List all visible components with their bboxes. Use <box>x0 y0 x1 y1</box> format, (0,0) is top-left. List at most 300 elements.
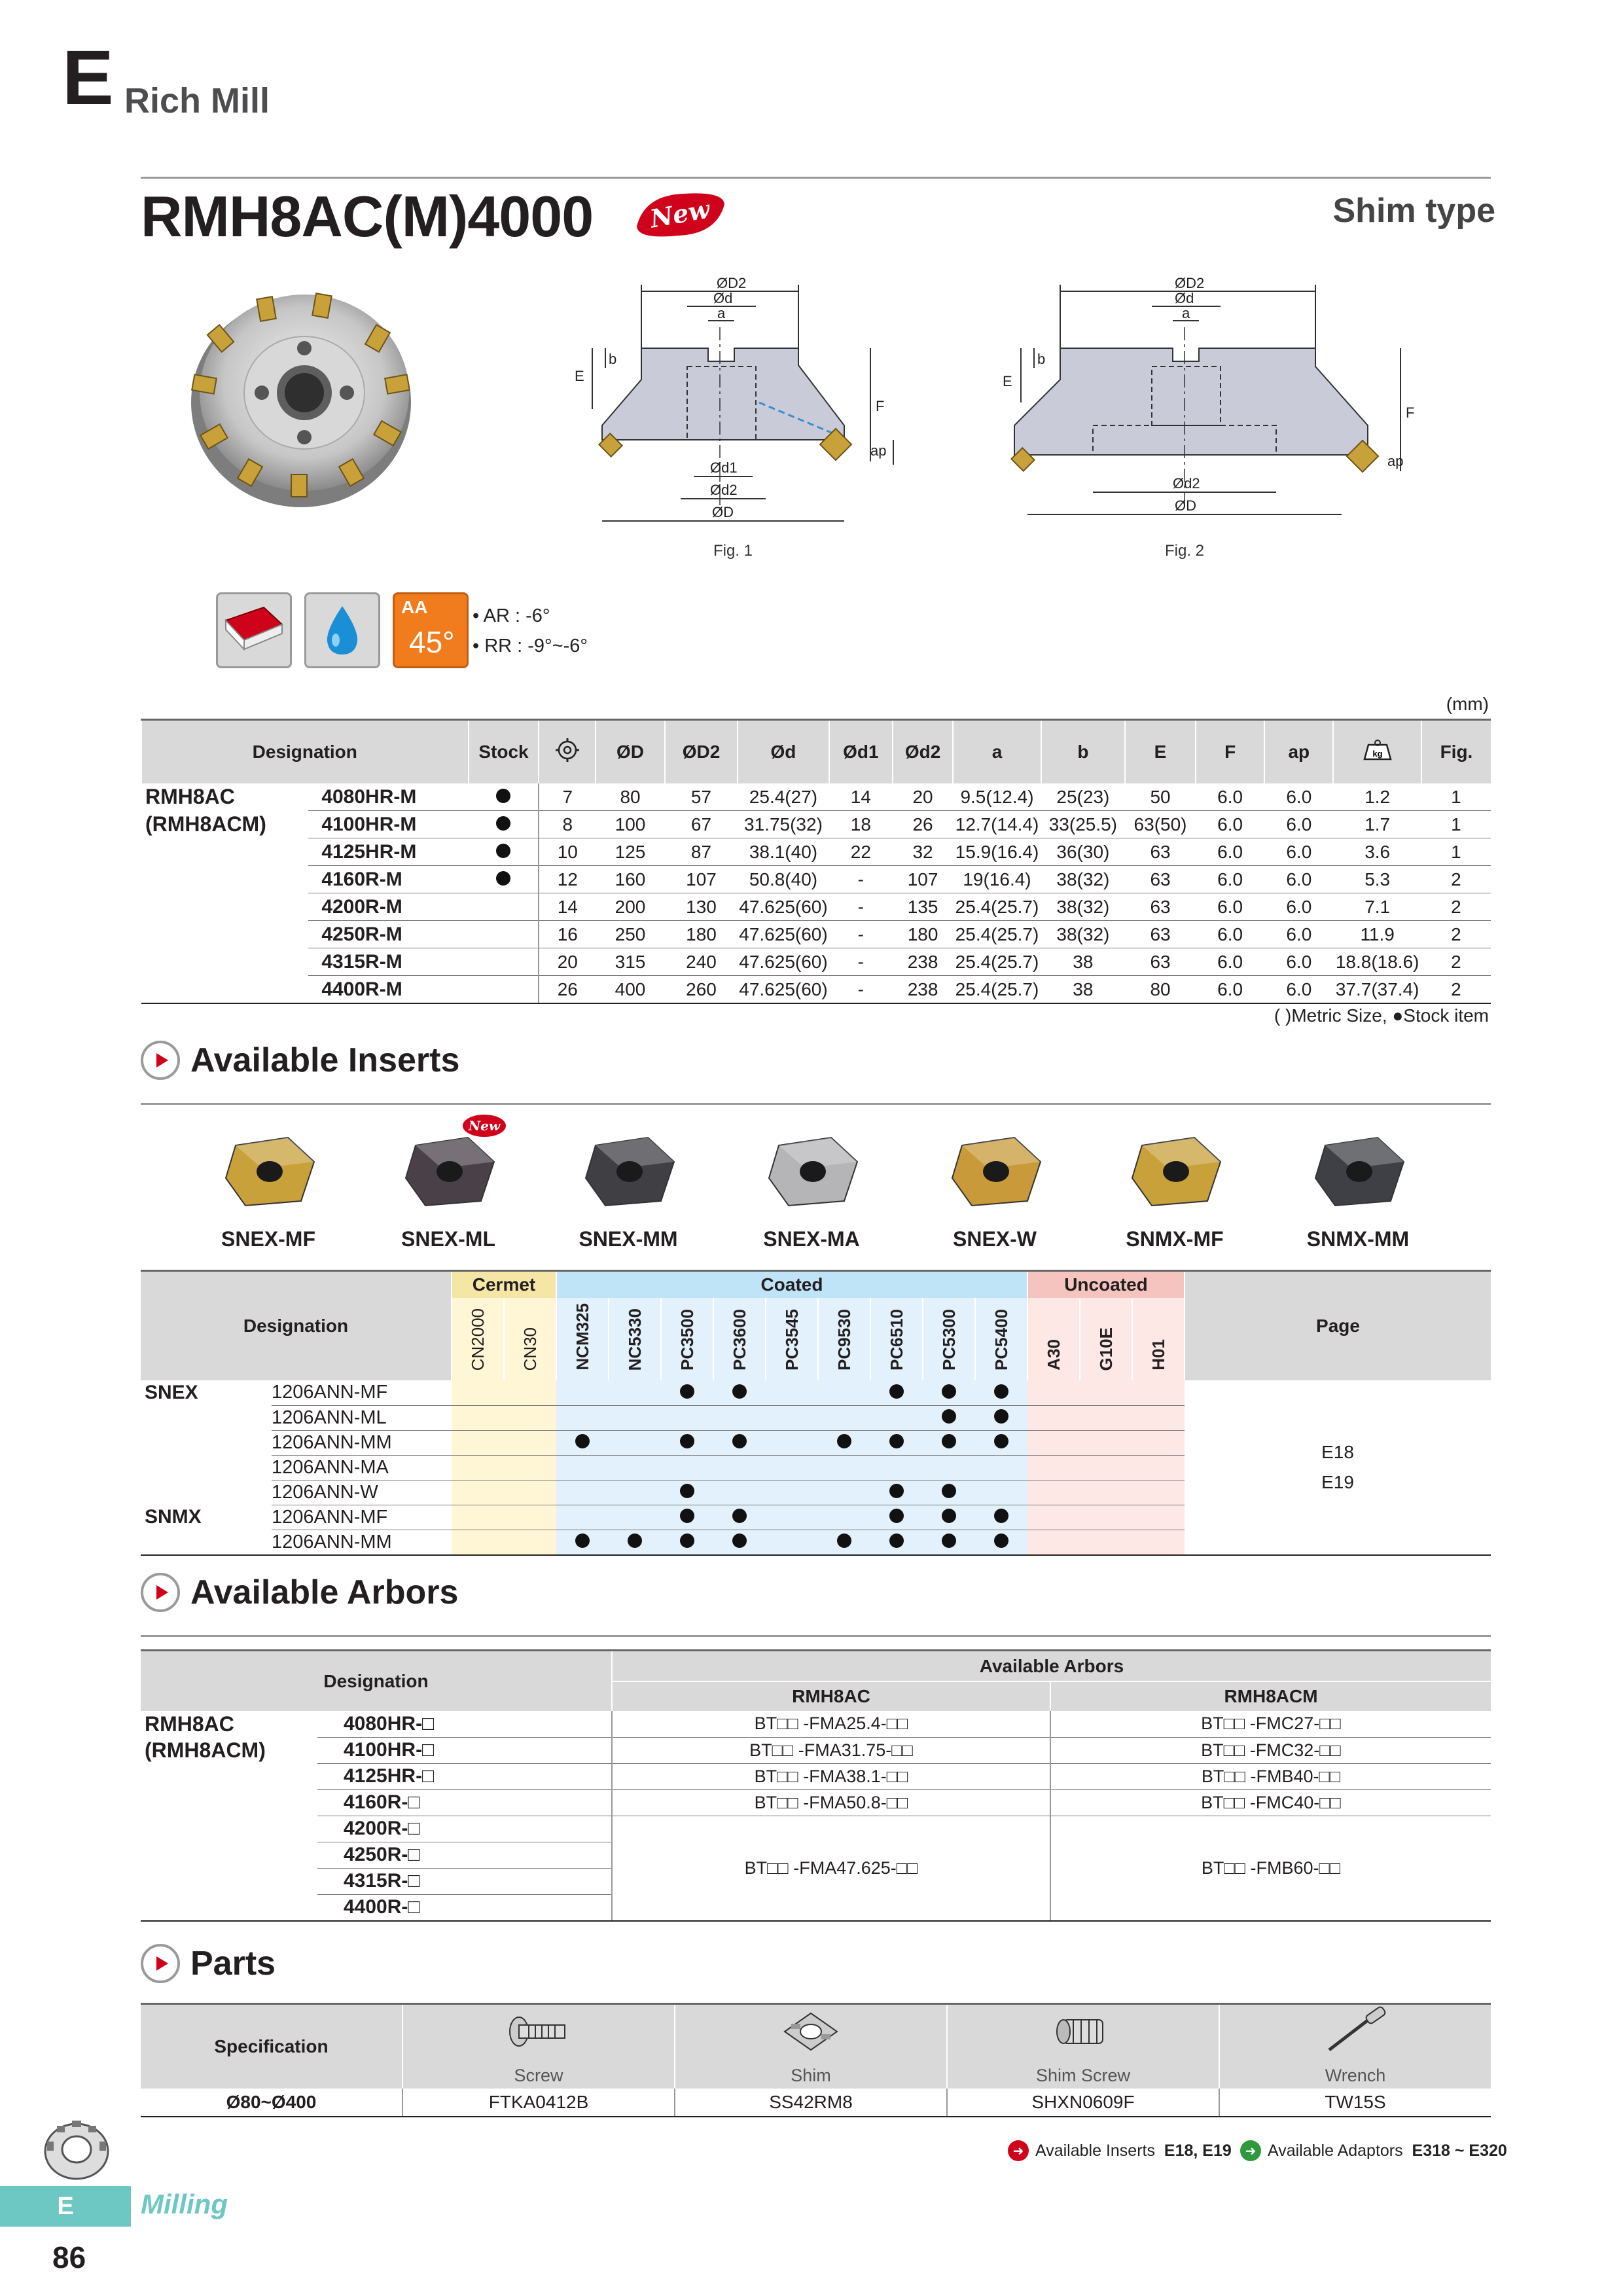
mark-cell <box>1080 1405 1132 1430</box>
part-image-screw <box>402 2004 675 2063</box>
insert-snex-mf <box>203 1126 334 1251</box>
cell-z: 7 <box>539 783 596 811</box>
mark-cell <box>609 1430 661 1455</box>
cell-dd2: 20 <box>893 783 953 811</box>
cell-kg: 11.9 <box>1333 921 1421 948</box>
cell-D: 200 <box>596 893 665 921</box>
grade-label: G10E <box>1096 1327 1116 1371</box>
svg-text:New: New <box>468 1118 501 1134</box>
cell-F: 6.0 <box>1196 866 1264 893</box>
cell-b: 36(30) <box>1041 838 1125 866</box>
insert-image <box>929 1126 1060 1217</box>
table-row <box>141 838 1491 866</box>
mark-dot <box>889 1509 904 1523</box>
mark-dot <box>994 1409 1008 1424</box>
col-fig: Fig. <box>1421 720 1491 784</box>
code-cell: 1206ANN-MF <box>272 1380 452 1405</box>
mark-cell <box>975 1405 1027 1430</box>
mark-cell <box>661 1380 713 1405</box>
mark-cell <box>975 1380 1027 1405</box>
table-row <box>141 1816 1491 1842</box>
mark-cell <box>1132 1480 1185 1505</box>
available-arbors-header: Available Arbors <box>612 1651 1491 1682</box>
cell-z: 14 <box>539 893 596 921</box>
arbor-acm-cell: BT□□ -FMC27-□□ <box>1050 1711 1491 1737</box>
mark-cell <box>1132 1530 1185 1555</box>
cell-F: 6.0 <box>1196 811 1264 838</box>
cell-D2: 67 <box>665 811 738 838</box>
insert-label: SNEX-W <box>953 1227 1037 1251</box>
cell-F: 6.0 <box>1196 976 1264 1004</box>
mark-cell <box>818 1505 870 1530</box>
cell-E: 63 <box>1125 893 1196 921</box>
fig1-label-D: ØD <box>712 504 734 520</box>
coolant-drop-icon <box>304 592 380 668</box>
mark-dot <box>680 1509 694 1523</box>
inserts-grade-table <box>141 1270 1491 1556</box>
cell-a: 19(16.4) <box>953 866 1041 893</box>
fig1-label-a: a <box>717 305 726 321</box>
mark-cell <box>556 1430 609 1455</box>
group-cell <box>141 893 308 921</box>
cell-E: 80 <box>1125 976 1196 1004</box>
cell-a: 25.4(25.7) <box>953 893 1041 921</box>
family-cell <box>141 1430 272 1455</box>
mark-cell <box>713 1455 766 1480</box>
cell-b: 38(32) <box>1041 921 1125 948</box>
cell-E: 63 <box>1125 838 1196 866</box>
mark-cell <box>818 1455 870 1480</box>
footer-section-letter: E <box>57 2193 74 2220</box>
group-cell <box>141 866 308 893</box>
grade-pc6510 <box>870 1298 923 1380</box>
cell-stock <box>469 838 539 866</box>
cell-fig: 2 <box>1421 921 1491 948</box>
code-cell: 4315R-□ <box>317 1868 612 1894</box>
cell-stock <box>469 976 539 1004</box>
group-cell <box>141 921 308 948</box>
mark-cell <box>766 1480 818 1505</box>
mark-cell <box>452 1380 504 1405</box>
grade-label: NC5330 <box>624 1308 645 1371</box>
part-name: Wrench <box>1219 2062 1491 2089</box>
cell-d: 25.4(27) <box>738 783 829 811</box>
parts-section-title: Parts <box>190 1945 276 1982</box>
cell-D: 125 <box>596 838 665 866</box>
cell-F: 6.0 <box>1196 948 1264 976</box>
radial-rake: • RR : -9°~-6° <box>473 636 588 656</box>
family-cell <box>141 1480 272 1505</box>
mark-cell <box>661 1530 713 1555</box>
cell-z: 10 <box>539 838 596 866</box>
grade-pc3500 <box>661 1298 713 1380</box>
arbor-acm-cell: BT□□ -FMC40-□□ <box>1050 1789 1491 1816</box>
col-D2: ØD2 <box>665 720 738 784</box>
cell-F: 6.0 <box>1196 783 1264 811</box>
insert-label: SNMX-MM <box>1306 1227 1410 1251</box>
page-ref: E18 <box>1321 1442 1354 1462</box>
insert-label: SNMX-MF <box>1126 1227 1224 1251</box>
grade-cn2000 <box>452 1298 504 1380</box>
mark-cell <box>923 1505 975 1530</box>
mark-cell <box>870 1405 923 1430</box>
mark-cell <box>1027 1380 1080 1405</box>
section-arrow-icon <box>141 1041 180 1080</box>
mark-dot <box>732 1534 747 1548</box>
mark-cell <box>870 1430 923 1455</box>
code-cell: 1206ANN-MM <box>272 1530 452 1555</box>
page-ref: E19 <box>1321 1472 1354 1492</box>
cell-z: 8 <box>539 811 596 838</box>
mark-cell <box>1080 1455 1132 1480</box>
group-cell <box>141 1763 317 1789</box>
grade-pc5300 <box>923 1298 975 1380</box>
mark-cell <box>1132 1505 1185 1530</box>
grade-group-coated: Coated <box>556 1271 1027 1299</box>
arbor-ac-cell: BT□□ -FMA47.625-□□ <box>612 1816 1050 1921</box>
code-cell: 1206ANN-MA <box>272 1455 452 1480</box>
mark-dot <box>732 1509 747 1523</box>
cell-D2: 260 <box>665 976 738 1004</box>
cell-d1: - <box>829 921 893 948</box>
mark-cell <box>1027 1505 1080 1530</box>
mark-dot <box>628 1534 642 1548</box>
svg-text:kg: kg <box>1372 748 1383 759</box>
mark-cell <box>1080 1430 1132 1455</box>
cell-fig: 2 <box>1421 948 1491 976</box>
fig2-label-d: Ød <box>1175 290 1194 306</box>
mark-cell <box>923 1405 975 1430</box>
fig2-label-D2: ØD2 <box>1175 275 1205 291</box>
cell-d: 47.625(60) <box>738 921 829 948</box>
cell-code: 4400R-M <box>308 976 468 1004</box>
mark-cell <box>1132 1405 1185 1430</box>
available-inserts-link[interactable] <box>1008 2140 1232 2161</box>
cell-d1: 22 <box>829 838 893 866</box>
mark-cell <box>661 1480 713 1505</box>
cell-d: 31.75(32) <box>738 811 829 838</box>
mark-dot <box>889 1384 904 1399</box>
grade-label: NCM325 <box>572 1303 592 1371</box>
fig2-label-ap: ap <box>1387 453 1404 469</box>
mark-cell <box>713 1430 766 1455</box>
cell-b: 38 <box>1041 948 1125 976</box>
cell-F: 6.0 <box>1196 921 1264 948</box>
cell-d: 47.625(60) <box>738 893 829 921</box>
adaptors-link-pages: E318 ~ E320 <box>1412 2141 1507 2160</box>
mark-cell <box>870 1455 923 1480</box>
fig2-label-D: ØD <box>1175 497 1196 514</box>
table-row <box>141 1737 1491 1763</box>
mark-dot <box>942 1384 956 1399</box>
cell-D: 315 <box>596 948 665 976</box>
group-cell <box>141 1894 317 1921</box>
aa-label: AA <box>401 597 428 617</box>
grade-label: PC6510 <box>886 1309 906 1371</box>
cell-fig: 1 <box>1421 838 1491 866</box>
cell-b: 38(32) <box>1041 866 1125 893</box>
grade-pc9530 <box>818 1298 870 1380</box>
fig1-label-ap: ap <box>870 442 887 459</box>
mark-cell <box>661 1430 713 1455</box>
arbor-ac-cell: BT□□ -FMA31.75-□□ <box>612 1737 1050 1763</box>
mark-cell <box>1080 1505 1132 1530</box>
table-row <box>141 2089 1491 2117</box>
cell-z: 20 <box>539 948 596 976</box>
family-cell <box>141 1530 272 1555</box>
cell-d1: - <box>829 866 893 893</box>
arbor-ac-cell: BT□□ -FMA50.8-□□ <box>612 1789 1050 1816</box>
new-badge-text: New <box>647 194 712 234</box>
parts-section-heading <box>141 1944 276 1983</box>
cell-E: 50 <box>1125 783 1196 811</box>
cell-E: 63 <box>1125 948 1196 976</box>
part-code: SS42RM8 <box>675 2089 947 2117</box>
cell-stock <box>469 783 539 811</box>
arbors-section-title: Available Arbors <box>190 1573 459 1611</box>
mark-cell <box>713 1530 766 1555</box>
col-weight-icon <box>1333 720 1421 784</box>
grade-label: PC5400 <box>991 1309 1011 1371</box>
mark-dot <box>889 1484 904 1498</box>
mark-cell <box>452 1480 504 1505</box>
cell-code: 4250R-M <box>308 921 468 948</box>
cell-kg: 1.7 <box>1333 811 1421 838</box>
family-cell: SNMX <box>145 1506 202 1528</box>
table-row <box>141 783 1491 811</box>
col-b: b <box>1041 720 1125 784</box>
cell-d: 47.625(60) <box>738 948 829 976</box>
fig1-label-F: F <box>876 398 885 414</box>
col-E: E <box>1125 720 1196 784</box>
group-cell <box>141 948 308 976</box>
cell-z: 26 <box>539 976 596 1004</box>
mark-cell <box>1132 1455 1185 1480</box>
mark-dot <box>732 1384 747 1399</box>
cell-D2: 130 <box>665 893 738 921</box>
mark-cell <box>870 1380 923 1405</box>
mark-cell <box>923 1430 975 1455</box>
designation-header: Designation <box>141 1651 612 1712</box>
group-header-row <box>141 1271 1491 1299</box>
cell-D: 100 <box>596 811 665 838</box>
mark-cell <box>1027 1455 1080 1480</box>
mark-cell <box>661 1455 713 1480</box>
part-name: Shim <box>675 2062 947 2089</box>
insert-snex-w <box>929 1126 1060 1251</box>
col-a: a <box>953 720 1041 784</box>
grade-pc5400 <box>975 1298 1027 1380</box>
col-stock: Stock <box>469 720 539 784</box>
mark-cell <box>766 1430 818 1455</box>
mark-dot <box>496 816 510 831</box>
insert-label: SNEX-MM <box>579 1227 678 1251</box>
cell-ap: 6.0 <box>1264 866 1333 893</box>
cutter-photo <box>180 275 422 520</box>
cell-D2: 57 <box>665 783 738 811</box>
fig2-label-a: a <box>1182 305 1190 321</box>
cell-z: 16 <box>539 921 596 948</box>
figure-1-caption: Fig. 1 <box>713 542 753 560</box>
mark-cell <box>1027 1430 1080 1455</box>
mark-dot <box>942 1534 956 1548</box>
cell-D: 160 <box>596 866 665 893</box>
inserts-link-label: Available Inserts <box>1035 2141 1155 2160</box>
footer-category: Milling <box>141 2189 228 2219</box>
range-cell: Ø80~Ø400 <box>141 2089 402 2117</box>
cell-code: 4080HR-M <box>308 783 468 811</box>
cell-b: 25(23) <box>1041 783 1125 811</box>
code-cell: 4100HR-□ <box>317 1737 612 1763</box>
cell-ap: 6.0 <box>1264 921 1333 948</box>
mark-cell <box>713 1380 766 1405</box>
cell-D2: 87 <box>665 838 738 866</box>
cell-kg: 1.2 <box>1333 783 1421 811</box>
part-image-shim-screw <box>947 2004 1219 2063</box>
cell-d1: 14 <box>829 783 893 811</box>
grade-label: CN30 <box>520 1327 540 1371</box>
mark-dot <box>994 1434 1008 1448</box>
mark-cell <box>1027 1530 1080 1555</box>
fig1-label-D2: ØD2 <box>717 275 747 291</box>
group-cell: (RMH8ACM) <box>145 1738 266 1762</box>
code-cell: 4125HR-□ <box>317 1763 612 1789</box>
mark-dot <box>680 1434 694 1448</box>
shim-type-label: Shim type <box>1332 192 1495 230</box>
insert-snmx-mm <box>1293 1126 1423 1251</box>
mark-dot <box>994 1534 1008 1548</box>
cell-fig: 2 <box>1421 893 1491 921</box>
cell-b: 38(32) <box>1041 893 1125 921</box>
mark-cell <box>975 1530 1027 1555</box>
mark-cell <box>609 1505 661 1530</box>
col-d1: Ød1 <box>829 720 893 784</box>
cell-d1: 18 <box>829 811 893 838</box>
cell-dd2: 180 <box>893 921 953 948</box>
cell-fig: 2 <box>1421 976 1491 1004</box>
section-arrow-icon <box>141 1573 180 1612</box>
section-arrow-icon <box>141 1944 180 1983</box>
cell-b: 33(25.5) <box>1041 811 1125 838</box>
col-ap: ap <box>1264 720 1333 784</box>
cell-ap: 6.0 <box>1264 948 1333 976</box>
mark-cell <box>923 1380 975 1405</box>
cell-stock <box>469 948 539 976</box>
grade-label: PC5300 <box>938 1309 959 1371</box>
mark-cell <box>504 1430 556 1455</box>
table-row <box>141 1711 1491 1737</box>
cell-dd2: 26 <box>893 811 953 838</box>
mark-dot <box>496 871 510 886</box>
mark-cell <box>870 1480 923 1505</box>
cell-d1: - <box>829 976 893 1004</box>
table-row <box>141 976 1491 1004</box>
mark-cell <box>556 1480 609 1505</box>
mark-cell <box>556 1505 609 1530</box>
cell-stock <box>469 893 539 921</box>
mark-cell <box>452 1505 504 1530</box>
cell-E: 63(50) <box>1125 811 1196 838</box>
grade-label: A30 <box>1043 1339 1063 1371</box>
mark-dot <box>994 1384 1008 1399</box>
fig1-label-d1: Ød1 <box>710 459 738 476</box>
cell-a: 25.4(25.7) <box>953 976 1041 1004</box>
arrow-right-icon: ➜ <box>1008 2140 1029 2161</box>
mark-cell <box>556 1405 609 1430</box>
mark-dot <box>942 1434 956 1448</box>
cell-d: 47.625(60) <box>738 976 829 1004</box>
family-cell <box>141 1455 272 1480</box>
mark-cell <box>818 1405 870 1430</box>
cell-dd2: 32 <box>893 838 953 866</box>
grade-label: H01 <box>1148 1339 1168 1371</box>
group-cell: (RMH8ACM) <box>145 812 266 836</box>
mark-cell <box>713 1505 766 1530</box>
arbors-table <box>141 1649 1491 1922</box>
cell-kg: 3.6 <box>1333 838 1421 866</box>
specification-header: Specification <box>141 2004 402 2089</box>
arbor-acm-cell: BT□□ -FMB60-□□ <box>1050 1816 1491 1921</box>
insert-snex-ma <box>746 1126 877 1251</box>
fig1-label-b: b <box>609 351 617 367</box>
mark-cell <box>504 1380 556 1405</box>
figure-1-drawing <box>563 262 929 540</box>
mark-dot <box>889 1434 904 1448</box>
col-F: F <box>1196 720 1264 784</box>
group-cell: RMH8AC <box>145 1712 234 1736</box>
fig1-label-d2: Ød2 <box>710 482 738 498</box>
grade-nc5330 <box>609 1298 661 1380</box>
col-d2: Ød2 <box>893 720 953 784</box>
mark-cell <box>766 1455 818 1480</box>
part-code: FTKA0412B <box>402 2089 675 2117</box>
table-row <box>141 866 1491 893</box>
page-cell <box>1185 1380 1491 1555</box>
mark-cell <box>504 1530 556 1555</box>
approach-angle-badge <box>393 592 469 668</box>
col-teeth-icon <box>539 720 596 784</box>
code-cell: 4160R-□ <box>317 1789 612 1816</box>
cell-dd2: 135 <box>893 893 953 921</box>
mark-cell <box>452 1430 504 1455</box>
code-cell: 4250R-□ <box>317 1842 612 1868</box>
fig2-label-E: E <box>1003 373 1012 389</box>
group-cell <box>141 976 308 1004</box>
mark-cell <box>766 1380 818 1405</box>
cell-D2: 180 <box>665 921 738 948</box>
mark-cell <box>1027 1480 1080 1505</box>
mark-dot <box>575 1434 590 1448</box>
section-name: Rich Mill <box>124 81 270 120</box>
cell-kg: 18.8(18.6) <box>1333 948 1421 976</box>
cell-D2: 107 <box>665 866 738 893</box>
grade-pc3545 <box>766 1298 818 1380</box>
mark-cell <box>661 1405 713 1430</box>
available-adaptors-link[interactable] <box>1240 2140 1507 2161</box>
cell-a: 25.4(25.7) <box>953 948 1041 976</box>
table-row <box>141 948 1491 976</box>
cell-ap: 6.0 <box>1264 811 1333 838</box>
cell-fig: 2 <box>1421 866 1491 893</box>
code-cell: 1206ANN-W <box>272 1480 452 1505</box>
mark-cell <box>1027 1405 1080 1430</box>
figure-2-caption: Fig. 2 <box>1165 542 1205 560</box>
mark-cell <box>870 1505 923 1530</box>
insert-shape-icon <box>216 592 292 668</box>
inserts-section-heading <box>141 1041 459 1080</box>
mark-cell <box>661 1505 713 1530</box>
new-badge <box>461 1113 507 1142</box>
